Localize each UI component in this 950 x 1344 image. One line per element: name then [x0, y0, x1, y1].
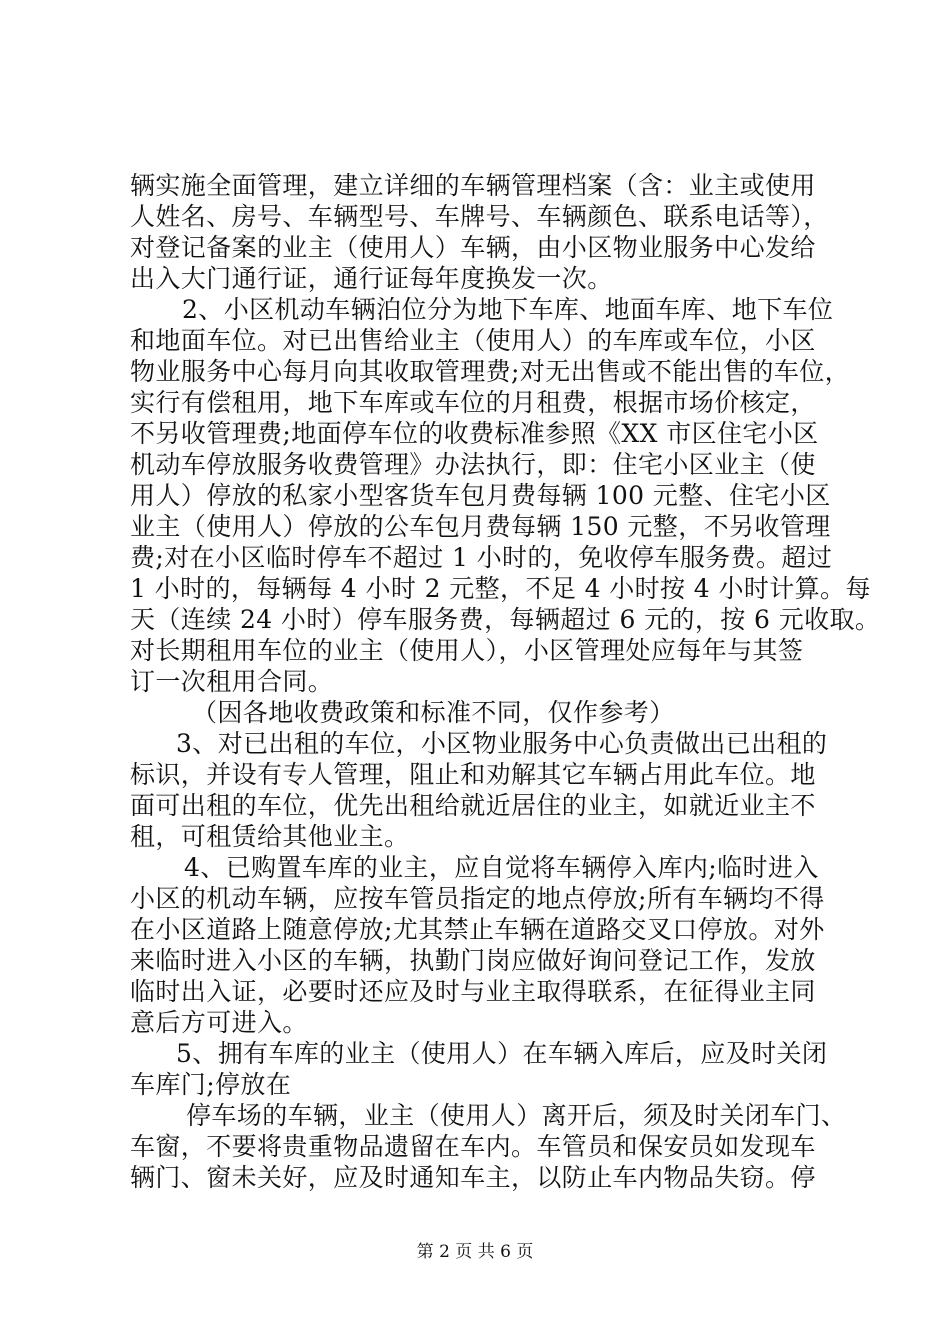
text-line: 停车场的车辆，业主（使用人）离开后，须及时关闭车门、	[186, 1101, 847, 1130]
text-line: 2、小区机动车辆泊位分为地下车库、地面车库、地下车位	[182, 295, 834, 324]
text-line: 用人）停放的私家小型客货车包月费每辆 100 元整、住宅小区	[130, 481, 831, 510]
text-line: 费;对在小区临时停车不超过 1 小时的，免收停车服务费。超过	[130, 543, 833, 572]
text-line: 对长期租用车位的业主（使用人），小区管理处应每年与其签	[130, 636, 804, 665]
text-line: 车窗，不要将贵重物品遗留在车内。车管员和保安员如发现车	[130, 1132, 816, 1161]
text-line: 出入大门通行证，通行证每年度换发一次。	[130, 264, 613, 293]
text-line: 在小区道路上随意停放;尤其禁止车辆在道路交叉口停放。对外	[130, 915, 825, 944]
text-line: 小区的机动车辆，应按车管员指定的地点停放;所有车辆均不得	[130, 884, 825, 913]
text-line: 不另收管理费;地面停车位的收费标准参照《XX 市区住宅小区	[130, 419, 819, 448]
page-number-footer: 第 2 页 共 6 页	[416, 1242, 534, 1262]
text-line: 来临时进入小区的车辆，执勤门岗应做好询问登记工作，发放	[130, 946, 816, 975]
text-line: 4、已购置车库的业主，应自觉将车辆停入库内;临时进入	[184, 853, 819, 882]
text-line: 1 小时的，每辆每 4 小时 2 元整，不足 4 小时按 4 小时计算。每	[130, 574, 871, 603]
fee-note: （因各地收费政策和标准不同，仅作参考）	[192, 698, 675, 727]
text-line: 天（连续 24 小时）停车服务费，每辆超过 6 元的，按 6 元收取。	[130, 605, 881, 634]
text-line: 物业服务中心每月向其收取管理费;对无出售或不能出售的车位，	[130, 357, 851, 386]
text-line: 辆实施全面管理，建立详细的车辆管理档案（含：业主或使用	[130, 171, 816, 200]
text-line: 临时出入证，必要时还应及时与业主取得联系，在征得业主同	[130, 977, 816, 1006]
text-line: 订一次租用合同。	[130, 667, 334, 696]
text-line: 机动车停放服务收费管理》办法执行，即：住宅小区业主（使	[130, 450, 816, 479]
text-line: 对登记备案的业主（使用人）车辆，由小区物业服务中心发给	[130, 233, 816, 262]
text-line: 租，可租赁给其他业主。	[130, 822, 410, 851]
text-line: 人姓名、房号、车辆型号、车牌号、车辆颜色、联系电话等），	[130, 202, 829, 231]
text-line: 面可出租的车位，优先出租给就近居住的业主，如就近业主不	[130, 791, 816, 820]
text-line: 和地面车位。对已出售给业主（使用人）的车库或车位，小区	[130, 326, 816, 355]
text-line: 辆门、窗未关好，应及时通知车主，以防止车内物品失窃。停	[130, 1163, 816, 1192]
text-line: 实行有偿租用，地下车库或车位的月租费，根据市场价核定，	[130, 388, 816, 417]
text-line: 业主（使用人）停放的公车包月费每辆 150 元整，不另收管理	[130, 512, 831, 541]
text-line: 标识，并设有专人管理，阻止和劝解其它车辆占用此车位。地	[130, 760, 816, 789]
text-line: 5、拥有车库的业主（使用人）在车辆入库后，应及时关闭	[176, 1039, 828, 1068]
text-line: 车库门;停放在	[130, 1070, 292, 1099]
text-line: 意后方可进入。	[130, 1008, 308, 1037]
text-line: 3、对已出租的车位，小区物业服务中心负责做出已出租的	[176, 729, 828, 758]
document-body	[130, 170, 881, 1193]
